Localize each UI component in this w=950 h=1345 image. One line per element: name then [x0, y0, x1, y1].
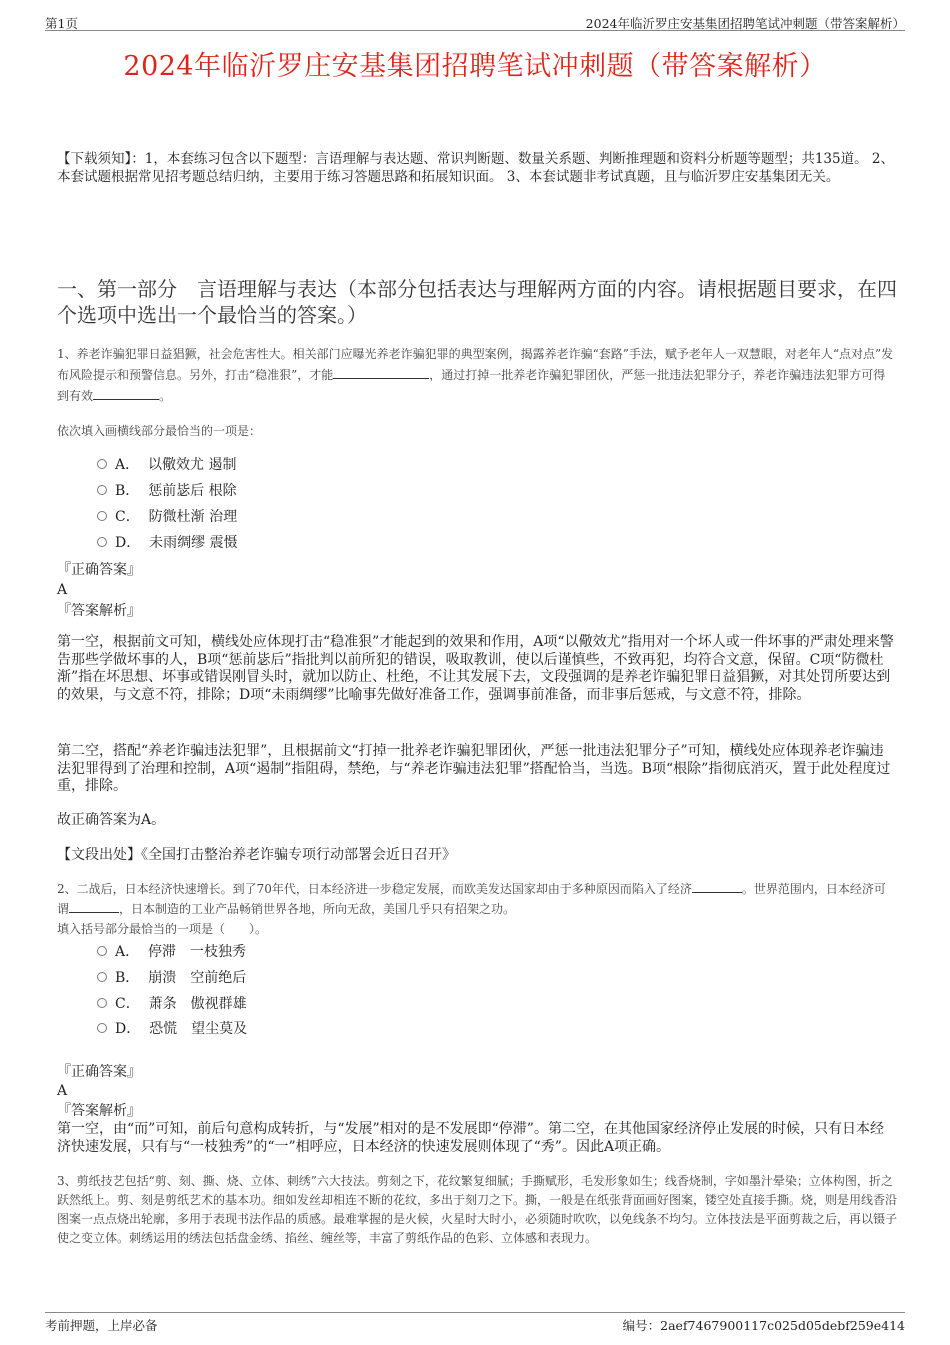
- footer-slogan: 考前押题，上岸必备: [45, 1318, 158, 1333]
- q1-option-d[interactable]: D． 未雨绸缪 震慑: [97, 533, 238, 553]
- radio-icon[interactable]: [97, 972, 107, 982]
- q1-answer-label: 『正确答案』: [57, 562, 141, 578]
- question-2-stem: 2、二战后，日本经济快速增长。到了70年代，日本经济进一步稳定发展，而欧美发达国家却由于多种原因而陷入了经济 。世界范围内，日本经济可谓 ，日本制造的工业产品畅销世界各地，所向无敌，美国几乎只有招架之功。: [57, 879, 897, 919]
- question-1-stem: 1、养老诈骗犯罪日益猖獗，社会危害性大。相关部门应曝光养老诈骗犯罪的典型案例，揭露养老诈骗“套路”手法，赋予老年人一双慧眼，对老年人“点对点”发布风险提示和预警信息。另外，打击“稳准狠”，才能 ，通过打掉一批养老诈骗犯罪团伙，严惩一批违法犯罪分子，养老诈骗违法犯罪方可得到有效 。: [57, 347, 894, 403]
- q1-source: 【文段出处】《全国打击整治养老诈骗专项行动部署会近日召开》: [57, 847, 456, 863]
- answer-blank: [69, 899, 119, 913]
- answer-blank: [93, 386, 159, 400]
- q2-analysis-label: 『答案解析』: [57, 1103, 141, 1119]
- q1-option-c[interactable]: C． 防微杜渐 治理: [97, 507, 237, 527]
- q1-analysis-paragraph-1: 第一空，根据前文可知，横线处应体现打击“稳准狠”才能起到的效果和作用，A项“以儆效尤”指用对一个坏人或一件坏事的严肃处理来警告那些学做坏事的人，B项“惩前毖后”指批判以前所犯的错误，吸取教训，使以后谨慎些，不致再犯，均符合文意，保留。C项“防微杜渐”指在坏思想、坏事或错误刚冒头时，就加以防止、杜绝，不让其发展下去，文段强调的是养老诈骗犯罪日益猖獗，对其处罚所要达到的效果，与文意不符，排除；D项“未雨绸缪”比喻事先做好准备工作，强调事前准备，而非事后惩戒，与文意不符，排除。: [57, 634, 894, 703]
- section-heading: 一、第一部分 言语理解与表达（本部分包括表达与理解两方面的内容。请根据题目要求，在四个选项中选出一个最恰当的答案。）: [57, 277, 897, 327]
- radio-icon[interactable]: [97, 1023, 107, 1033]
- q1-answer: A: [57, 582, 68, 598]
- radio-icon[interactable]: [97, 537, 107, 547]
- answer-blank: [333, 365, 429, 379]
- question-3-stem: 3、剪纸技艺包括“剪、刻、撕、烧、立体、刺绣”六大技法。剪刻之下，花纹繁复细腻；手撕赋形，毛发形象如生；线香烧制，字如墨汁晕染；立体构图，折之跃然纸上。剪、刻是剪纸艺术的基本功。细如发丝却相连不断的花纹，多出于刻刀之下。撕，一般是在纸张背面画好图案，镂空处直接手撕。烧，则是用线香沿图案一点点烧出轮廓，多用于表现书法作品的质感。最难掌握的是火候，火星时大时小，必须随时吹吹，以免线条不均匀。立体技法是平面剪裁之后，再以镊子使之变立体。刺绣运用的绣法包括盘金绣、掐丝、缠丝等，丰富了剪纸作品的色彩、立体感和表现力。: [57, 1174, 898, 1245]
- q2-analysis-paragraph: 第一空，由“而”可知，前后句意构成转折，与“发展”相对的是不发展即“停滞”。第二空，在其他国家经济停止发展的时候，只有日本经济快速发展，只有与“一枝独秀”的“一”相呼应，日本经济的快速发展则体现了“秀”。因此A项正确。: [57, 1121, 884, 1155]
- header-doc-title: 2024年临沂罗庄安基集团招聘笔试冲刺题（带答案解析）: [585, 16, 905, 31]
- q2-option-d[interactable]: D． 恐慌 望尘莫及: [97, 1019, 247, 1039]
- q1-analysis-label: 『答案解析』: [57, 603, 141, 619]
- question-2-prompt: 填入括号部分最恰当的一项是（ ）。: [57, 922, 268, 936]
- radio-icon[interactable]: [97, 485, 107, 495]
- download-notice: 【下载须知】：1，本套练习包含以下题型：言语理解与表达题、常识判断题、数量关系题、判断推理题和资料分析题等题型；共135道。 2、本套试题根据常见招考题总结归纳，主要用于练习答题思路和拓展知识面。 3、本套试题非考试真题，且与临沂罗庄安基集团无关。: [57, 151, 894, 185]
- radio-icon[interactable]: [97, 511, 107, 521]
- q1-option-a[interactable]: A． 以儆效尤 遏制: [97, 455, 236, 475]
- radio-icon[interactable]: [97, 946, 107, 956]
- q2-option-a[interactable]: A． 停滞 一枝独秀: [97, 942, 246, 962]
- q1-analysis-paragraph-2: 第二空，搭配“养老诈骗违法犯罪”，且根据前文“打掉一批养老诈骗犯罪团伙，严惩一批违法犯罪分子”可知，横线处应体现养老诈骗违法犯罪得到了治理和控制，A项“遏制”指阻碍，禁绝，与“养老诈骗违法犯罪”搭配恰当，当选。B项“根除”指彻底消灭，置于此处程度过重，排除。: [57, 743, 891, 794]
- radio-icon[interactable]: [97, 998, 107, 1008]
- page-header: [45, 12, 905, 31]
- q2-option-b[interactable]: B． 崩溃 空前绝后: [97, 968, 246, 988]
- q1-option-b[interactable]: B． 惩前毖后 根除: [97, 481, 237, 501]
- q2-answer: A: [57, 1083, 68, 1099]
- q2-answer-label: 『正确答案』: [57, 1064, 141, 1080]
- document-title: 2024年临沂罗庄安基集团招聘笔试冲刺题（带答案解析）: [123, 51, 827, 82]
- q2-option-c[interactable]: C． 萧条 傲视群雄: [97, 994, 247, 1014]
- page-number: 第1页: [45, 16, 78, 31]
- q1-analysis-conclusion: 故正确答案为A。: [57, 812, 166, 828]
- answer-blank: [692, 879, 742, 893]
- footer-serial-number: 编号：2aef7467900117c025d05debf259e414: [622, 1318, 905, 1333]
- radio-icon[interactable]: [97, 459, 107, 469]
- page-footer: [45, 1312, 905, 1331]
- question-1-prompt: 依次填入画横线部分最恰当的一项是：: [57, 424, 262, 438]
